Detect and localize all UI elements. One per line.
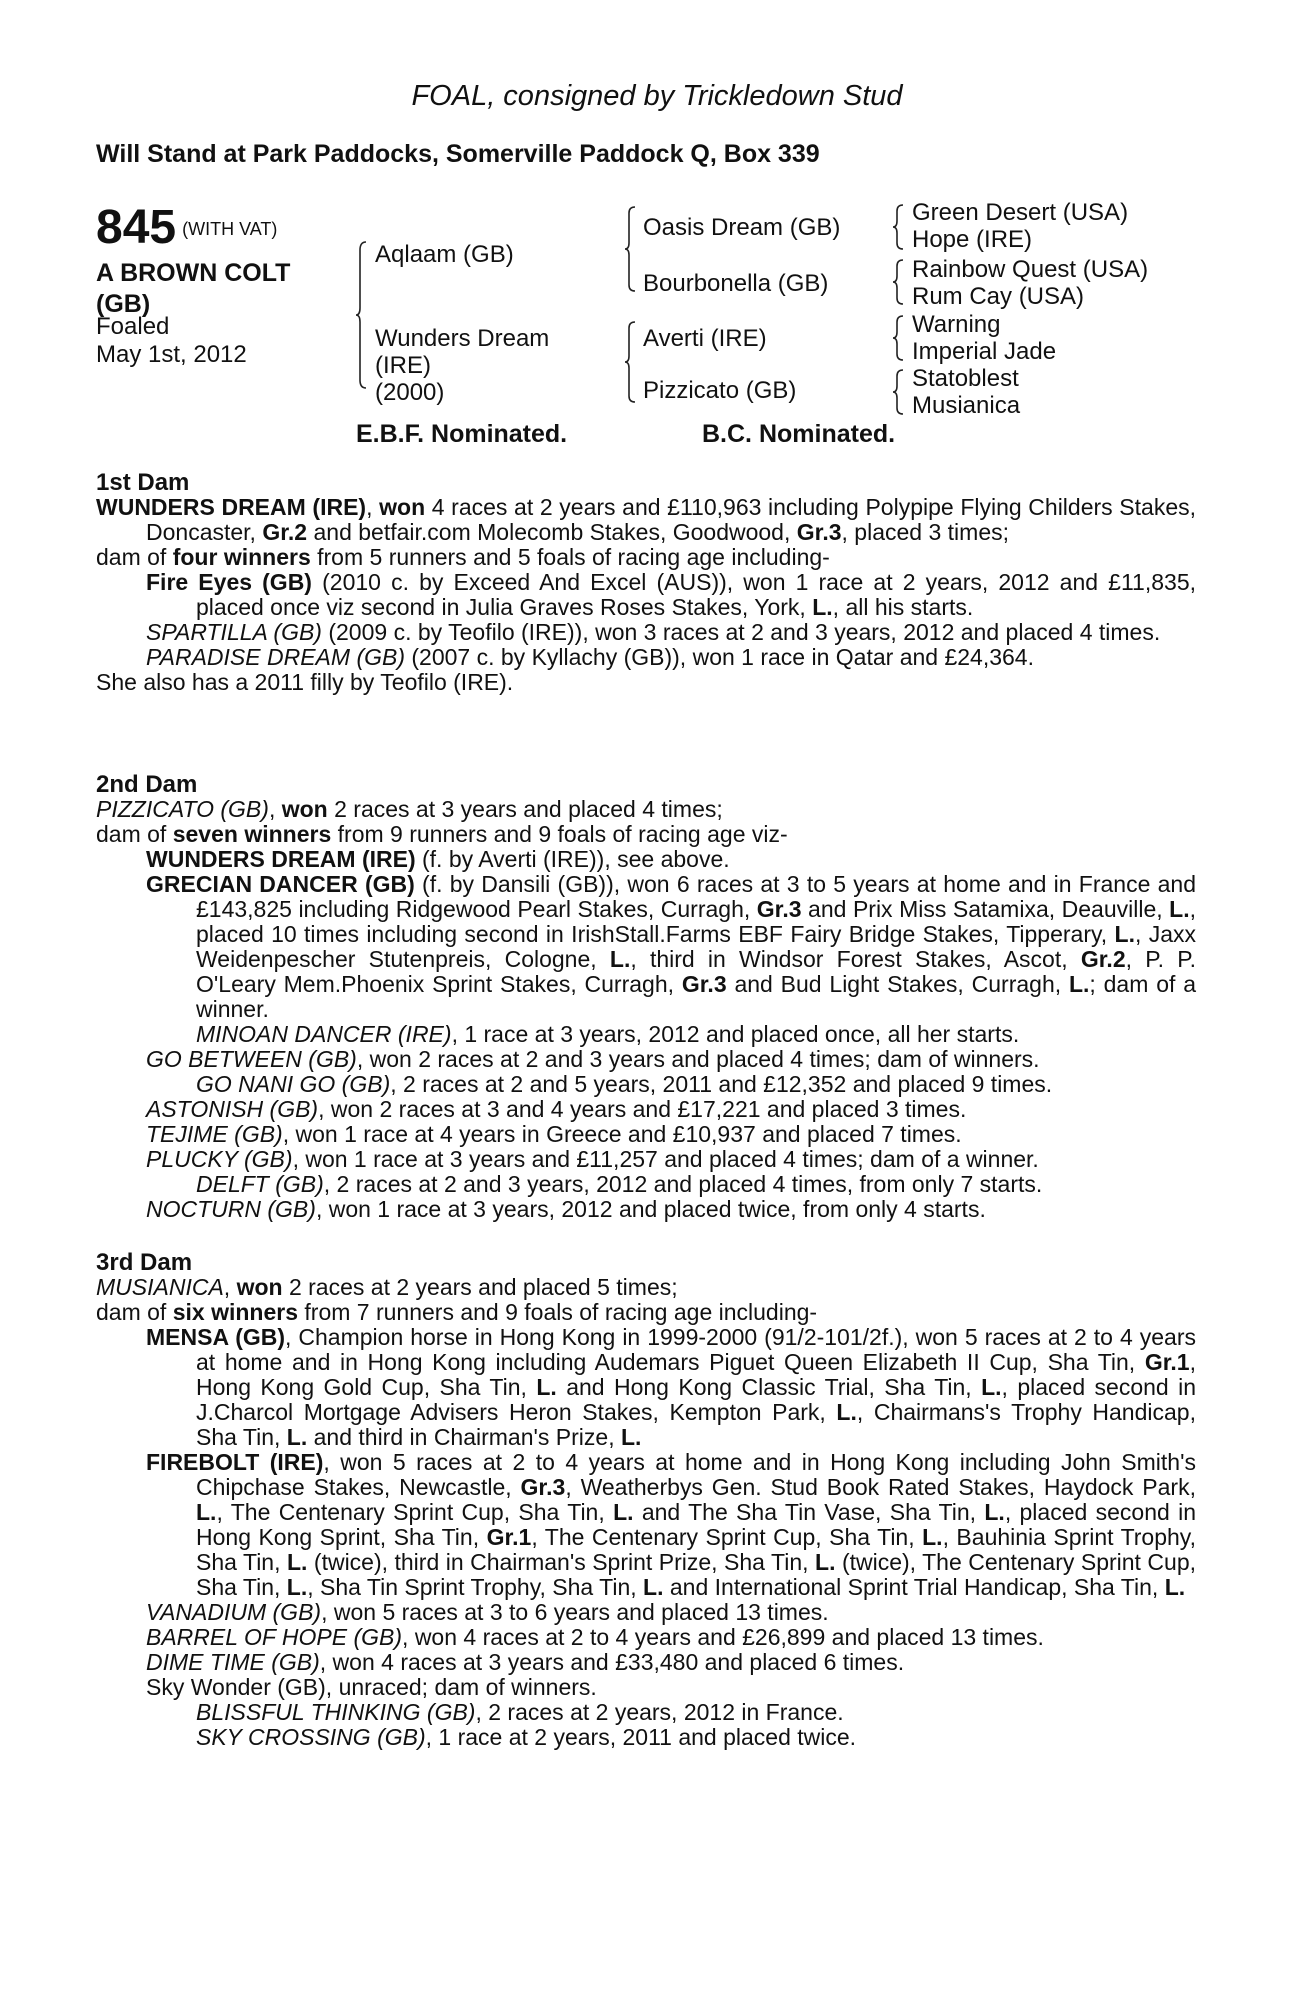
lot-description-line-1: A BROWN COLT: [96, 259, 291, 287]
record-text: , Champion horse in Hong Kong in 1999-2000 (91/2-101/2f.), won 5 races at 2 to 4 years at home and in Hong Kong including Audemars Piguet Queen Elizabeth II Cup, Sha Tin,: [196, 1324, 1196, 1375]
consignor-header: FOAL, consigned by Trickledown Stud: [411, 80, 903, 112]
foaling-date: [96, 313, 247, 369]
horse-name: ASTONISH (GB): [146, 1096, 319, 1122]
horse-name: BARREL OF HOPE (GB): [146, 1624, 403, 1650]
foaled-date: May 1st, 2012: [96, 341, 247, 368]
horse-name: Fire Eyes (GB): [146, 569, 312, 595]
record-text: , 2 races at 2 years, 2012 in France.: [475, 1699, 844, 1725]
first-dam-record: WUNDERS DREAM (IRE), won 4 races at 2 years and £110,963 including Polypipe Flying Childers Stakes, Doncaster, Gr.2 and betfair.com Molecomb Stakes, Goodwood, Gr.3, placed 3 times;: [96, 494, 1196, 545]
produce-entry: [96, 1650, 1196, 1675]
stand-location: Will Stand at Park Paddocks, Somerville Paddock Q, Box 339: [96, 140, 820, 168]
pedigree-sss: Green Desert (USA): [912, 199, 1129, 226]
record-text: and Prix Miss Satamixa, Deauville,: [801, 896, 1170, 922]
listed-label: L.: [196, 1499, 217, 1525]
listed-label: L.: [536, 1374, 557, 1400]
pedigree-dam-year: (2000): [375, 379, 445, 406]
grade-label: Gr.2: [1080, 946, 1126, 972]
produce-entry: [96, 1725, 1196, 1750]
bc-nominated: B.C. Nominated.: [702, 420, 896, 448]
pedigree-sire: Aqlaam (GB): [375, 241, 514, 268]
grade-label: Gr.2: [262, 519, 308, 545]
record-text: , all his starts.: [832, 594, 974, 620]
produce-entry: [96, 620, 1196, 645]
record-text: , placed 3 times;: [841, 519, 1009, 545]
grade-label: Gr.1: [1144, 1349, 1190, 1375]
pedigree-brace-main: [356, 240, 370, 390]
pedigree-dam-origin: (IRE): [375, 352, 431, 379]
first-dam-section: [96, 470, 1196, 695]
won-label: won: [281, 796, 328, 822]
record-text: and The Sha Tin Vase, Sha Tin,: [633, 1499, 985, 1525]
listed-label: L.: [815, 1549, 836, 1575]
pedigree-dss: Warning: [912, 311, 1001, 338]
horse-name: SKY CROSSING (GB): [196, 1724, 426, 1750]
pedigree-dam-dam: Pizzicato (GB): [643, 377, 797, 404]
produce-entry: [96, 1047, 1196, 1072]
horse-name: MINOAN DANCER (IRE): [196, 1021, 452, 1047]
grade-label: Gr.3: [681, 971, 727, 997]
record-text: , 1 race at 3 years, 2012 and placed once, all her starts.: [451, 1021, 1020, 1047]
produce-entry: [96, 570, 1196, 620]
horse-name: MENSA (GB): [146, 1324, 286, 1350]
pedigree-sdd: Rum Cay (USA): [912, 283, 1085, 310]
horse-name: DELFT (GB): [196, 1171, 324, 1197]
grade-label: Gr.3: [756, 896, 802, 922]
horse-name: BLISSFUL THINKING (GB): [196, 1699, 476, 1725]
record-text: (2007 c. by Kyllachy (GB)), won 1 race in Qatar and £24,364.: [405, 644, 1034, 670]
produce-entry: [96, 1450, 1196, 1600]
listed-label: L.: [922, 1524, 943, 1550]
first-dam-name: WUNDERS DREAM (IRE): [96, 494, 367, 520]
ebf-nominated: E.B.F. Nominated.: [356, 420, 568, 448]
record-text: 2 races at 2 years and placed 5 times;: [282, 1274, 678, 1300]
produce-entry: [96, 1625, 1196, 1650]
produce-entry: [96, 1147, 1196, 1172]
grade-label: Gr.3: [796, 519, 842, 545]
listed-label: L.: [812, 594, 833, 620]
third-dam-section: [96, 1250, 1196, 1750]
produce-entry: [96, 1197, 1196, 1222]
listed-label: L.: [1068, 971, 1090, 997]
produce-entry: Sky Wonder (GB), unraced; dam of winners.: [146, 1674, 597, 1700]
record-text: , Jaxx Weidenpescher Stutenpreis, Cologne,: [196, 921, 1196, 972]
horse-name: GO NANI GO (GB): [196, 1071, 391, 1097]
produce-entry: [96, 847, 1196, 872]
first-dam-also: She also has a 2011 filly by Teofilo (IRE).: [96, 669, 514, 695]
second-dam-produce-summary: [96, 822, 1196, 847]
listed-label: L.: [1164, 1574, 1186, 1600]
pedigree-sds: Rainbow Quest (USA): [912, 256, 1149, 283]
produce-entry: [96, 1122, 1196, 1147]
first-dam-heading: 1st Dam: [96, 469, 190, 496]
record-text: (f. by Dansili (GB)), won 6 races at 3 to 5 years at home and in France and £143,825 including Ridgewood Pearl Stakes, Curragh,: [196, 871, 1196, 922]
listed-label: L.: [613, 1499, 634, 1525]
second-dam-record: [96, 797, 1196, 822]
third-dam-heading: 3rd Dam: [96, 1249, 193, 1276]
third-dam-name: MUSIANICA: [96, 1274, 224, 1300]
produce-entry: [96, 1172, 1196, 1197]
pedigree-sire-dam: Bourbonella (GB): [643, 270, 829, 297]
record-text: , Bauhinia Sprint Trophy, Sha Tin,: [196, 1524, 1196, 1575]
horse-name: GO BETWEEN (GB): [146, 1046, 357, 1072]
record-text: ,: [268, 796, 282, 822]
lot-number-value: 845: [96, 201, 177, 254]
horse-name: PARADISE DREAM (GB): [146, 644, 405, 670]
record-text: , The Centenary Sprint Cup, Sha Tin,: [216, 1499, 614, 1525]
first-dam-produce-summary: [96, 545, 1196, 570]
pedigree-brace-ds: [893, 314, 907, 364]
produce-entry: [96, 1022, 1196, 1047]
record-text: (twice), third in Chairman's Sprint Prize, Sha Tin,: [307, 1549, 816, 1575]
winners-count: seven winners: [172, 821, 332, 847]
record-text: dam of: [96, 821, 173, 847]
grade-label: Gr.1: [486, 1524, 532, 1550]
record-text: dam of: [96, 1299, 173, 1325]
pedigree-dds: Statoblest: [912, 365, 1019, 392]
record-text: , won 2 races at 2 and 3 years and placed 4 times; dam of winners.: [356, 1046, 1040, 1072]
second-dam-name: PIZZICATO (GB): [96, 796, 269, 822]
won-label: won: [379, 494, 426, 520]
pedigree-brace-dam: [625, 320, 639, 405]
listed-label: L.: [286, 1549, 308, 1575]
foaled-label: Foaled: [96, 313, 170, 340]
record-text: (2009 c. by Teofilo (IRE)), won 3 races at 2 and 3 years, 2012 and placed 4 times.: [321, 619, 1161, 645]
produce-entry: [96, 1325, 1196, 1450]
second-dam-section: [96, 772, 1196, 1222]
produce-entry: [96, 1097, 1196, 1122]
record-text: , placed second in J.Charcol Mortgage Advisers Heron Stakes, Kempton Park,: [196, 1374, 1197, 1425]
pedigree-dsd: Imperial Jade: [912, 338, 1057, 365]
listed-label: L.: [836, 1399, 857, 1425]
pedigree-brace-ss: [893, 203, 907, 253]
horse-name: GRECIAN DANCER (GB): [146, 871, 415, 897]
horse-name: TEJIME (GB): [146, 1121, 283, 1147]
record-text: 2 races at 3 years and placed 4 times;: [327, 796, 723, 822]
pedigree-ddd: Musianica: [912, 392, 1021, 419]
listed-label: L.: [609, 946, 631, 972]
won-label: won: [236, 1274, 283, 1300]
horse-name: WUNDERS DREAM (IRE): [146, 846, 416, 872]
record-text: , won 1 race at 3 years, 2012 and placed twice, from only 4 starts.: [315, 1196, 986, 1222]
winners-count: four winners: [172, 544, 311, 570]
record-text: , P. P. O'Leary Mem.Phoenix Sprint Stakes, Curragh,: [196, 946, 1197, 997]
record-text: , won 1 race at 3 years and £11,257 and placed 4 times; dam of a winner.: [292, 1146, 1039, 1172]
record-text: and Bud Light Stakes, Curragh,: [726, 971, 1069, 997]
record-text: and International Sprint Trial Handicap, Sha Tin,: [663, 1574, 1165, 1600]
record-text: , won 5 races at 3 to 6 years and placed 13 times.: [321, 1599, 829, 1625]
record-text: , won 4 races at 2 to 4 years and £26,899 and placed 13 times.: [402, 1624, 1044, 1650]
grade-label: Gr.3: [520, 1474, 566, 1500]
pedigree-dam-sire: Averti (IRE): [643, 325, 767, 352]
pedigree-brace-sd: [893, 258, 907, 308]
lot-description: [96, 258, 290, 320]
lot-description-line-2: (GB): [96, 290, 151, 318]
horse-name: PLUCKY (GB): [146, 1146, 293, 1172]
pedigree-brace-dd: [893, 368, 907, 418]
pedigree-brace-sire: [625, 205, 639, 295]
record-text: (f. by Averti (IRE)), see above.: [415, 846, 730, 872]
record-text: , 2 races at 2 and 5 years, 2011 and £12,352 and placed 9 times.: [390, 1071, 1053, 1097]
record-text: , won 1 race at 4 years in Greece and £10,937 and placed 7 times.: [282, 1121, 962, 1147]
pedigree-sire-sire: Oasis Dream (GB): [643, 214, 841, 241]
record-text: ,: [223, 1274, 237, 1300]
pedigree-dam: [375, 325, 549, 406]
record-text: (twice), The Centenary Sprint Cup, Sha Tin,: [196, 1549, 1197, 1600]
produce-entry: [96, 645, 1196, 670]
record-text: , placed 10 times including second in IrishStall.Farms EBF Fairy Bridge Stakes, Tipperary,: [196, 896, 1196, 947]
record-text: (2010 c. by Exceed And Excel (AUS)), won 1 race at 2 years, 2012 and £11,835, placed once viz second in Julia Graves Roses Stakes, York,: [196, 569, 1197, 620]
listed-label: L.: [620, 1424, 642, 1450]
record-text: , The Centenary Sprint Cup, Sha Tin,: [531, 1524, 923, 1550]
record-text: dam of: [96, 544, 173, 570]
record-text: , 1 race at 2 years, 2011 and placed twice.: [425, 1724, 857, 1750]
horse-name: FIREBOLT (IRE): [146, 1449, 324, 1475]
produce-entry: [96, 1700, 1196, 1725]
listed-label: L.: [1169, 896, 1190, 922]
record-text: , won 2 races at 3 and 4 years and £17,221 and placed 3 times.: [318, 1096, 967, 1122]
pedigree-dam-name: Wunders Dream: [375, 325, 550, 352]
listed-label: L.: [286, 1424, 308, 1450]
third-dam-record: [96, 1275, 1196, 1300]
record-text: , Hong Kong Gold Cup, Sha Tin,: [196, 1349, 1196, 1400]
listed-label: L.: [286, 1574, 308, 1600]
listed-label: L.: [984, 1499, 1005, 1525]
produce-entry: [96, 1600, 1196, 1625]
listed-label: L.: [981, 1374, 1002, 1400]
third-dam-produce-summary: [96, 1300, 1196, 1325]
lot-number: [96, 202, 277, 255]
record-text: , third in Windsor Forest Stakes, Ascot,: [630, 946, 1081, 972]
record-text: , won 5 races at 2 to 4 years at home and in Hong Kong including John Smith's Chipchase Stakes, Newcastle,: [196, 1449, 1196, 1500]
pedigree-ssd: Hope (IRE): [912, 226, 1033, 253]
listed-label: L.: [643, 1574, 664, 1600]
record-text: and betfair.com Molecomb Stakes, Goodwood,: [307, 519, 797, 545]
horse-name: NOCTURN (GB): [146, 1196, 316, 1222]
produce-entry: [96, 872, 1196, 1022]
record-text: 4 races at 2 years and £110,963 including Polypipe Flying Childers Stakes, Doncaster,: [146, 494, 1196, 545]
record-text: , Sha Tin Sprint Trophy, Sha Tin,: [307, 1574, 644, 1600]
record-text: from 7 runners and 9 foals of racing age including-: [298, 1299, 818, 1325]
vat-note: (WITH VAT): [182, 219, 278, 239]
record-text: , won 4 races at 3 years and £33,480 and placed 6 times.: [319, 1649, 905, 1675]
record-text: ; dam of a winner.: [196, 971, 1197, 1022]
record-text: , 2 races at 2 and 3 years, 2012 and placed 4 times, from only 7 starts.: [323, 1171, 1043, 1197]
record-text: from 9 runners and 9 foals of racing age viz-: [331, 821, 788, 847]
produce-entry: [96, 1072, 1196, 1097]
record-text: , Chairmans's Trophy Handicap, Sha Tin,: [196, 1399, 1196, 1450]
record-text: , placed second in Hong Kong Sprint, Sha Tin,: [196, 1499, 1196, 1550]
record-text: and Hong Kong Classic Trial, Sha Tin,: [556, 1374, 982, 1400]
horse-name: SPARTILLA (GB): [146, 619, 322, 645]
record-text: , Weatherbys Gen. Stud Book Rated Stakes, Haydock Park,: [565, 1474, 1196, 1500]
record-text: from 5 runners and 5 foals of racing age including-: [310, 544, 830, 570]
horse-name: VANADIUM (GB): [146, 1599, 322, 1625]
winners-count: six winners: [172, 1299, 298, 1325]
horse-name: DIME TIME (GB): [146, 1649, 320, 1675]
listed-label: L.: [1114, 921, 1135, 947]
second-dam-heading: 2nd Dam: [96, 771, 198, 798]
record-text: and third in Chairman's Prize,: [307, 1424, 621, 1450]
